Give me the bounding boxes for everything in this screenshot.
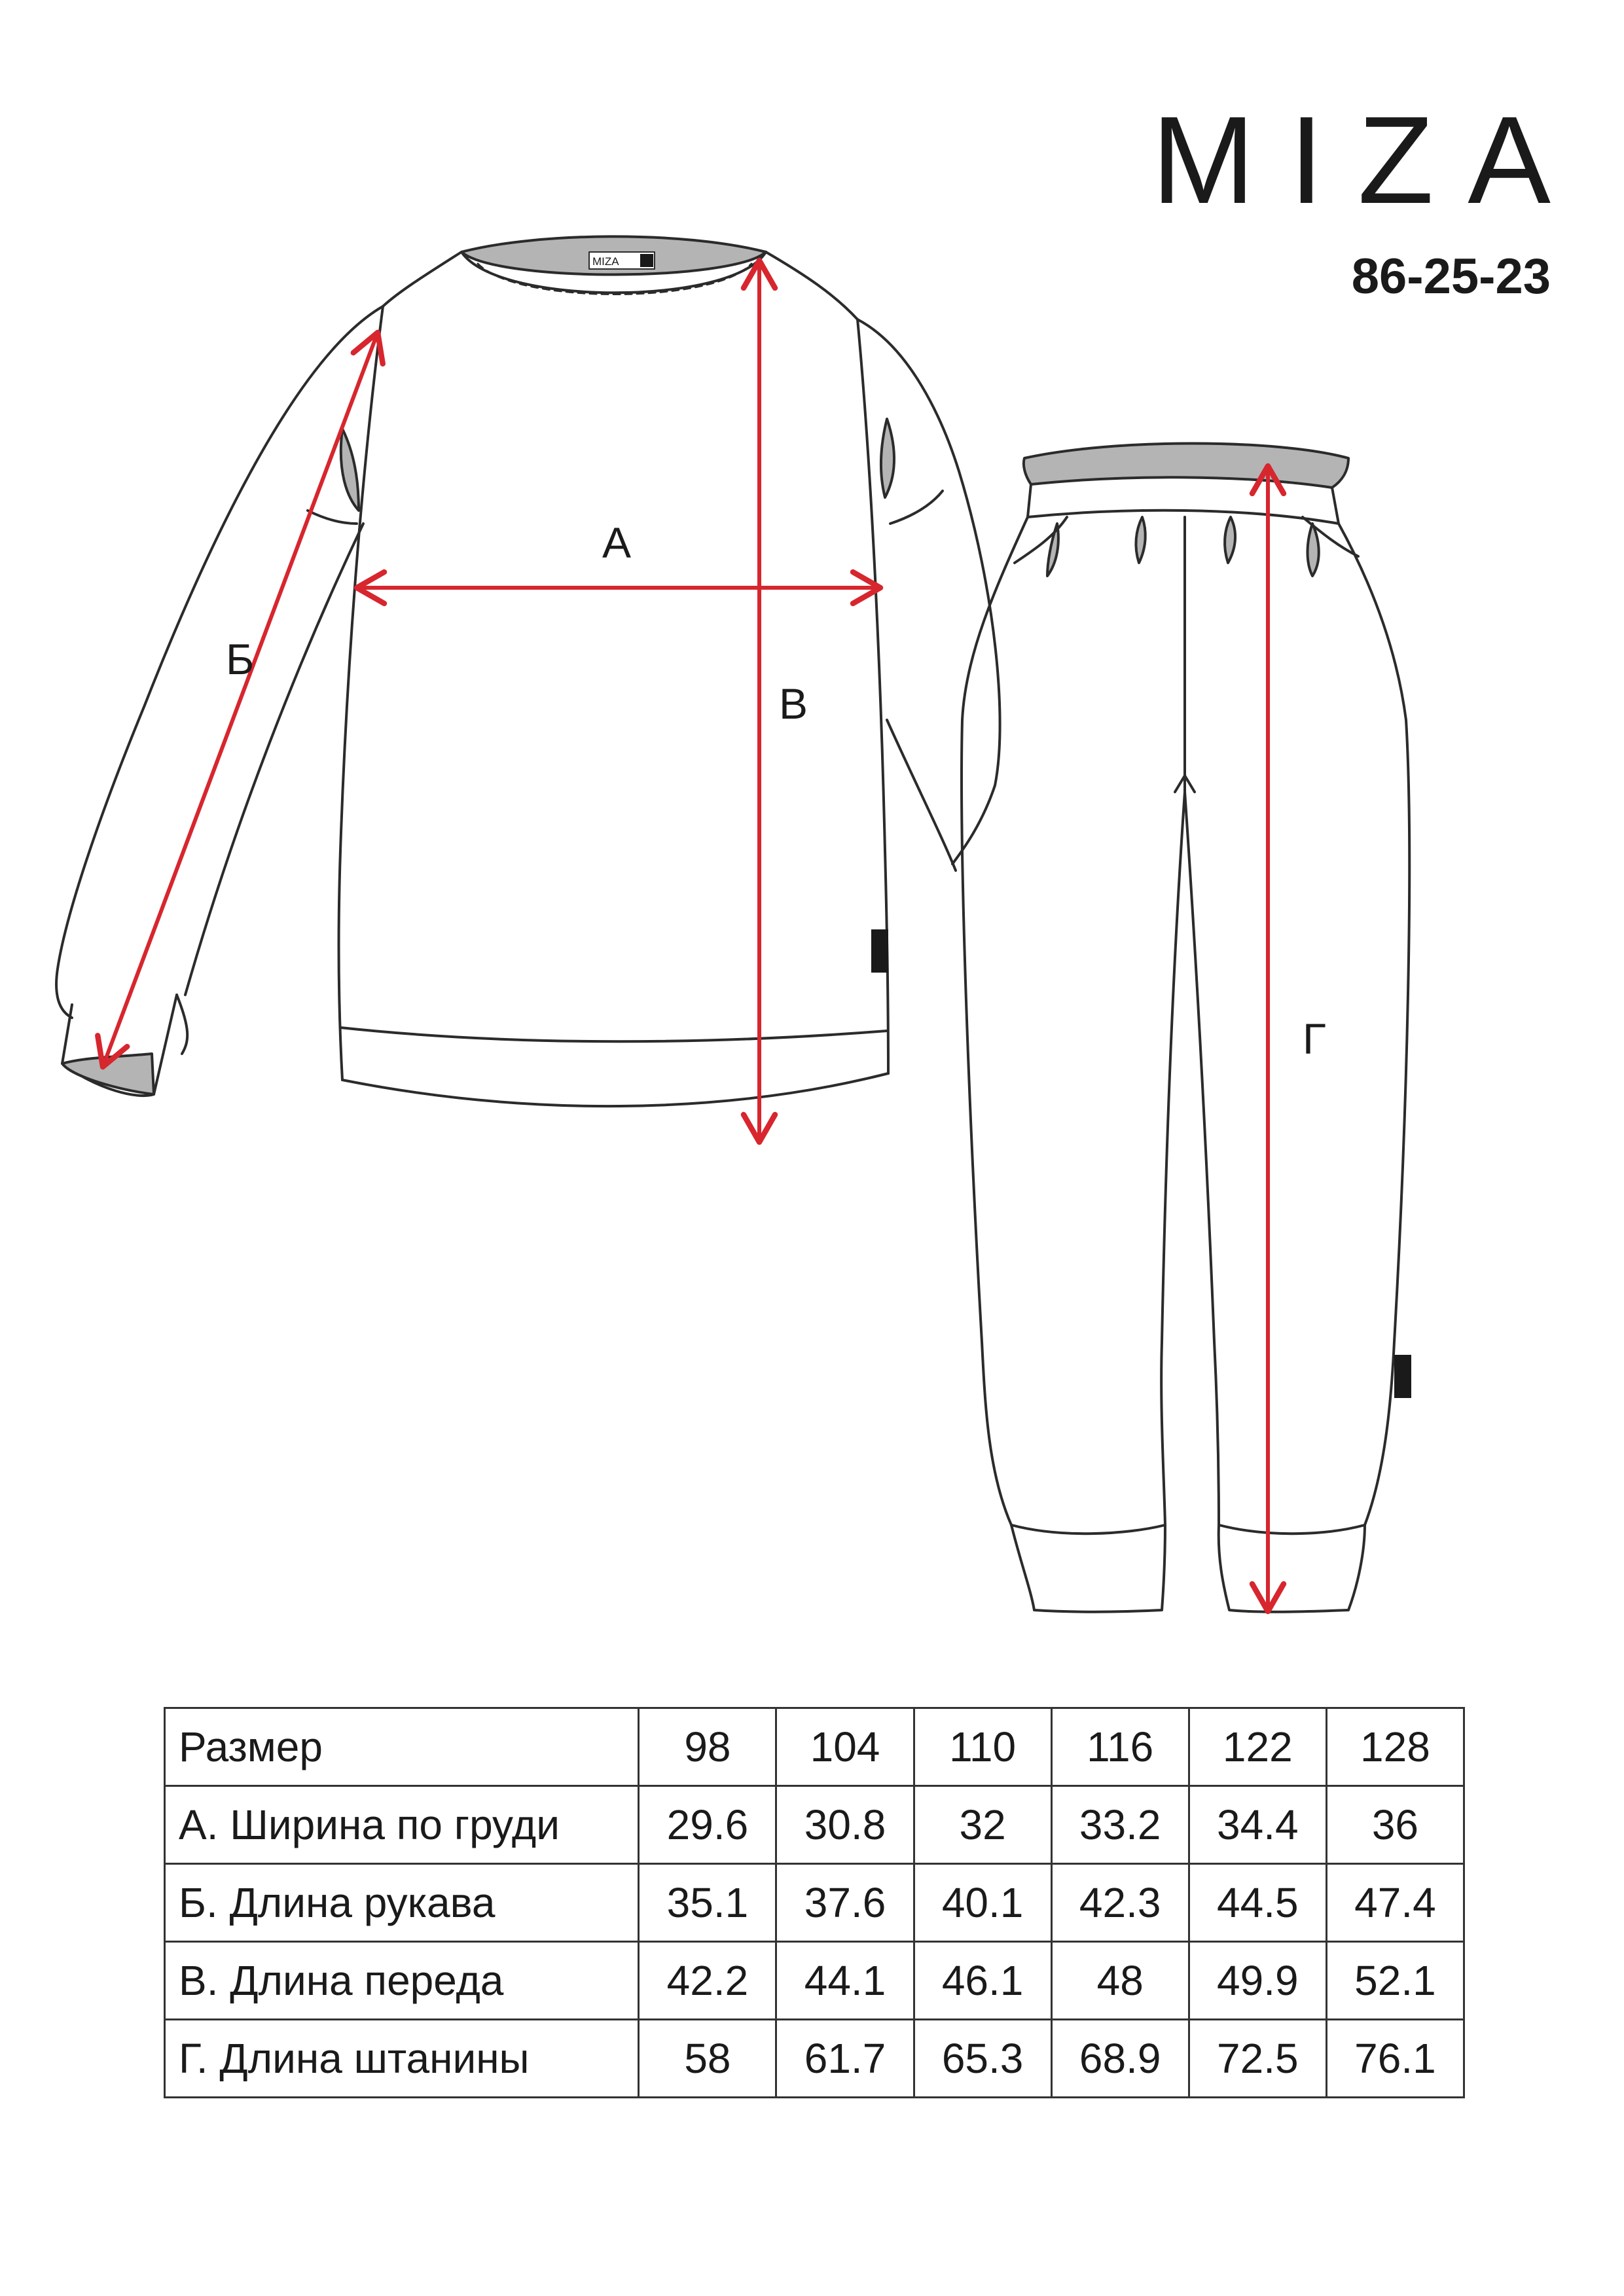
value-cell: 49.9 [1189, 1942, 1326, 2020]
value-cell: 68.9 [1051, 2020, 1189, 2098]
size-cell: 116 [1051, 1708, 1189, 1786]
article-number: 86-25-23 [1351, 249, 1551, 304]
row-label: Г. Длина штанины [165, 2020, 639, 2098]
sweatshirt-pleat-left [341, 429, 359, 511]
value-cell: 44.1 [776, 1942, 914, 2020]
sweatshirt-shoulder-right [766, 252, 857, 319]
value-cell: 36 [1326, 1786, 1464, 1864]
pants-cuff-right [1219, 1525, 1365, 1612]
value-cell: 33.2 [1051, 1786, 1189, 1864]
pants-pleat-2 [1136, 517, 1145, 563]
value-cell: 52.1 [1326, 1942, 1464, 2020]
table-row [165, 1864, 1464, 1942]
table-header-row [165, 1708, 1464, 1786]
pants-drawing [962, 444, 1411, 1612]
value-cell: 44.5 [1189, 1864, 1326, 1942]
table-row [165, 2020, 1464, 2098]
sweatshirt-sleeve-left [56, 306, 383, 1018]
sweatshirt-shoulder-left [383, 252, 461, 306]
row-label: А. Ширина по груди [165, 1786, 639, 1864]
row-label: В. Длина переда [165, 1942, 639, 2020]
value-cell: 72.5 [1189, 2020, 1326, 2098]
neck-label-text: MIZA [592, 255, 619, 268]
value-cell: 47.4 [1326, 1864, 1464, 1942]
value-cell: 29.6 [639, 1786, 776, 1864]
size-cell: 104 [776, 1708, 914, 1786]
value-cell: 34.4 [1189, 1786, 1326, 1864]
value-cell: 40.1 [914, 1864, 1051, 1942]
value-cell: 58 [639, 2020, 776, 2098]
row-label: Б. Длина рукава [165, 1864, 639, 1942]
value-cell: 35.1 [639, 1864, 776, 1942]
pants-leg-right-inner [1185, 792, 1219, 1525]
size-table [164, 1707, 1465, 2098]
pants-pleat-4 [1308, 524, 1319, 576]
pants-side-tag [1394, 1355, 1411, 1398]
label-b: Б [226, 635, 255, 683]
table-header-label: Размер [165, 1708, 639, 1786]
pants-pleat-3 [1225, 517, 1235, 563]
size-cell: 122 [1189, 1708, 1326, 1786]
label-a: А [602, 518, 632, 567]
size-cell: 110 [914, 1708, 1051, 1786]
size-cell: 128 [1326, 1708, 1464, 1786]
value-cell: 30.8 [776, 1786, 914, 1864]
sweatshirt-pleat-right [881, 419, 894, 497]
label-g: Г [1303, 1014, 1326, 1063]
pants-cuff-left [1011, 1525, 1165, 1612]
pants-leg-left-outer [962, 517, 1028, 1525]
brand-logo: MIZA [1151, 91, 1585, 230]
sweatshirt-side-tag [871, 929, 888, 973]
value-cell: 42.2 [639, 1942, 776, 2020]
sweatshirt-drawing [56, 236, 1000, 1106]
value-cell: 76.1 [1326, 2020, 1464, 2098]
value-cell: 48 [1051, 1942, 1189, 2020]
arrow-b-sleeve-length [103, 332, 378, 1067]
value-cell: 37.6 [776, 1864, 914, 1942]
value-cell: 46.1 [914, 1942, 1051, 2020]
table-row [165, 1786, 1464, 1864]
label-v: В [779, 679, 808, 728]
value-cell: 61.7 [776, 2020, 914, 2098]
table-row [165, 1942, 1464, 2020]
size-cell: 98 [639, 1708, 776, 1786]
pants-waistband [1024, 444, 1348, 488]
pants-leg-left-inner [1161, 792, 1185, 1525]
sweatshirt-hem-band [340, 1028, 887, 1041]
sweatshirt-sleeve-right [857, 319, 1000, 864]
value-cell: 42.3 [1051, 1864, 1189, 1942]
value-cell: 65.3 [914, 2020, 1051, 2098]
value-cell: 32 [914, 1786, 1051, 1864]
